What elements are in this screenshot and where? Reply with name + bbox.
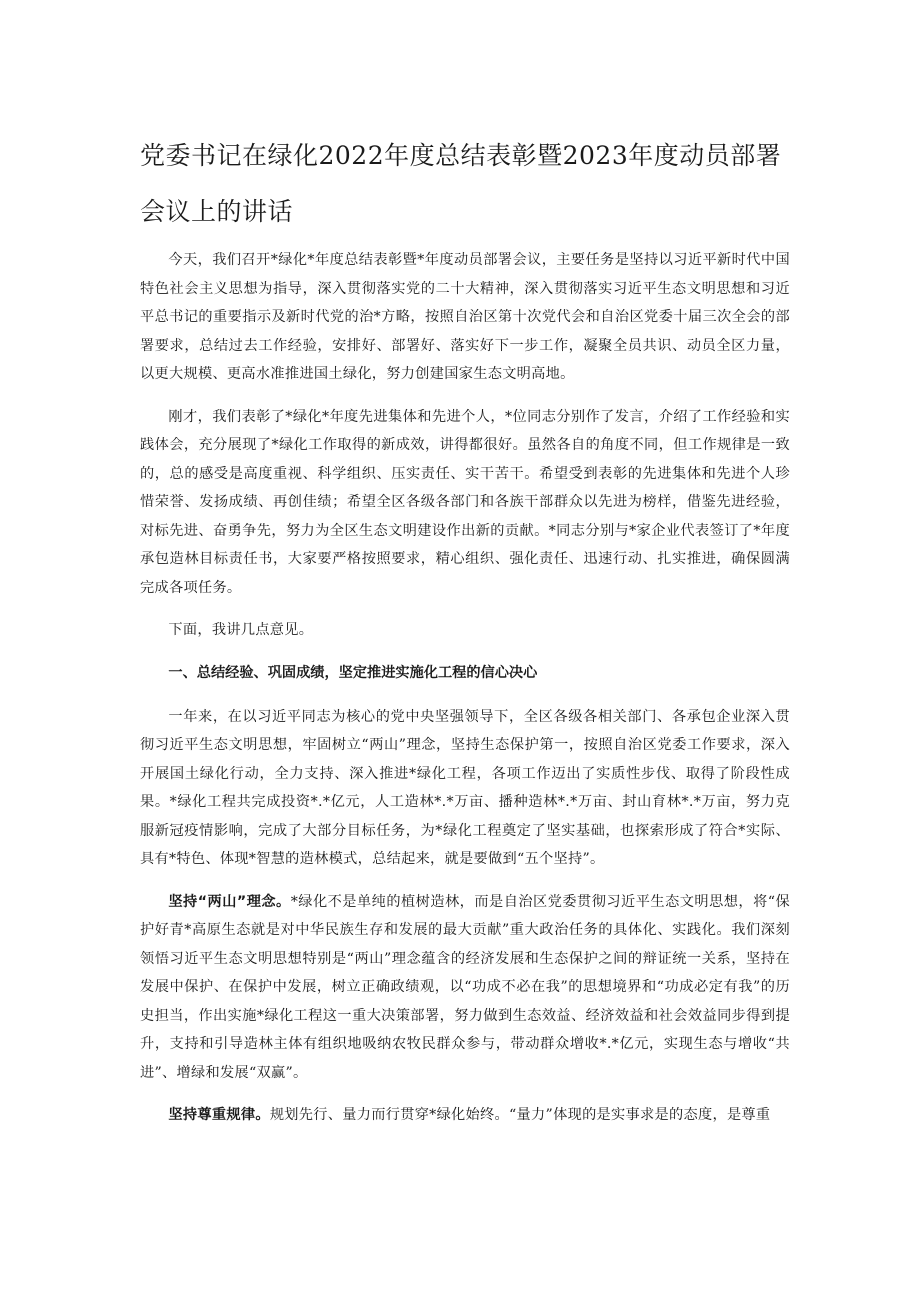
paragraph-respect-rules [140,1101,790,1130]
paragraph-lead-respect-rules: 坚持尊重规律。 [168,1107,270,1123]
paragraph-text-respect-rules: 规划先行、量力而行贯穿*绿化始终。“量力”体现的是实事求是的态度，是尊重 [269,1107,771,1123]
paragraph-transition: 下面，我讲几点意见。 [168,622,314,638]
paragraph-review: 一年来，在以习近平同志为核心的党中央坚强领导下，全区各级各相关部门、各承包企业深入贯彻习近平生态文明思想，牢固树立“两山”理念，坚持生态保护第一，按照自治区党委工作要求，深入开展国土绿化行动，全力支持、深入推进*绿化工程，各项工作迈出了实质性步伐、取得了阶段性成果。*绿化工程共完成投资*.*亿元，人工造林*.*万亩、播种造林*.*万亩、封山育林*.*万亩，努力克服新冠疫情影响，完成了大部分目标任务，为*绿化工程奠定了坚实基础，也探索形成了符合*实际、具有*特色、体现*智慧的造林模式，总结起来，就是要做到“五个坚持”。 [140,708,790,867]
document-body [140,246,790,1144]
section-heading-1: 一、总结经验、巩固成绩，坚定推进实施化工程的信心决心 [168,664,538,681]
document-title: 党委书记在绿化2022年度总结表彰暨2023年度动员部署会议上的讲话 [140,141,782,226]
paragraph-text-two-mountains: *绿化不是单纯的植树造林，而是自治区党委贯彻习近平生态文明思想，将“保护好青*高原生态就是对中华民族生存和发展的最大贡献”重大政治任务的具体化、实践化。我们深刻领悟习近平生态文明思想特别是“两山”理念蕴含的经济发展和生态保护之间的辩证统一关系，坚持在发展中保护、在保护中发展，树立正确政绩观，以“功成不必在我”的思想境界和“功成必定有我”的历史担当，作出实施*绿化工程这一重大决策部署，努力做到生态效益、经济效益和社会效益同步得到提升，支持和引导造林主体有组织地吸纳农牧民群众参与，带动群众增收*.*亿元，实现生态与增收“共进”、增绿和发展“双赢”。 [140,893,790,1081]
paragraph-two-mountains [140,888,790,1088]
paragraph-commendation: 刚才，我们表彰了*绿化*年度先进集体和先进个人，*位同志分别作了发言，介绍了工作经验和实践体会，充分展现了*绿化工作取得的新成效，讲得都很好。虽然各自的角度不同，但工作规律是一致的，总的感受是高度重视、科学组织、压实责任、实干苦干。希望受到表彰的先进集体和先进个人珍惜荣誉、发扬成绩、再创佳绩；希望全区各级各部门和各族干部群众以先进为榜样，借鉴先进经验，对标先进、奋勇争先，努力为全区生态文明建设作出新的贡献。*同志分别与*家企业代表签订了*年度承包造林目标责任书，大家要严格按照要求，精心组织、强化责任、迅速行动、扎实推进，确保圆满完成各项任务。 [140,408,790,596]
paragraph-opening: 今天，我们召开*绿化*年度总结表彰暨*年度动员部署会议，主要任务是坚持以习近平新时代中国特色社会主义思想为指导，深入贯彻落实党的二十大精神，深入贯彻落实习近平生态文明思想和习近平总书记的重要指示及新时代党的治*方略，按照自治区第十次党代会和自治区党委十届三次全会的部署要求，总结过去工作经验，安排好、部署好、落实好下一步工作，凝聚全员共识、动员全区力量，以更大规模、更高水准推进国土绿化，努力创建国家生态文明高地。 [140,252,790,382]
paragraph-lead-two-mountains: 坚持“两山”理念。 [168,893,291,910]
